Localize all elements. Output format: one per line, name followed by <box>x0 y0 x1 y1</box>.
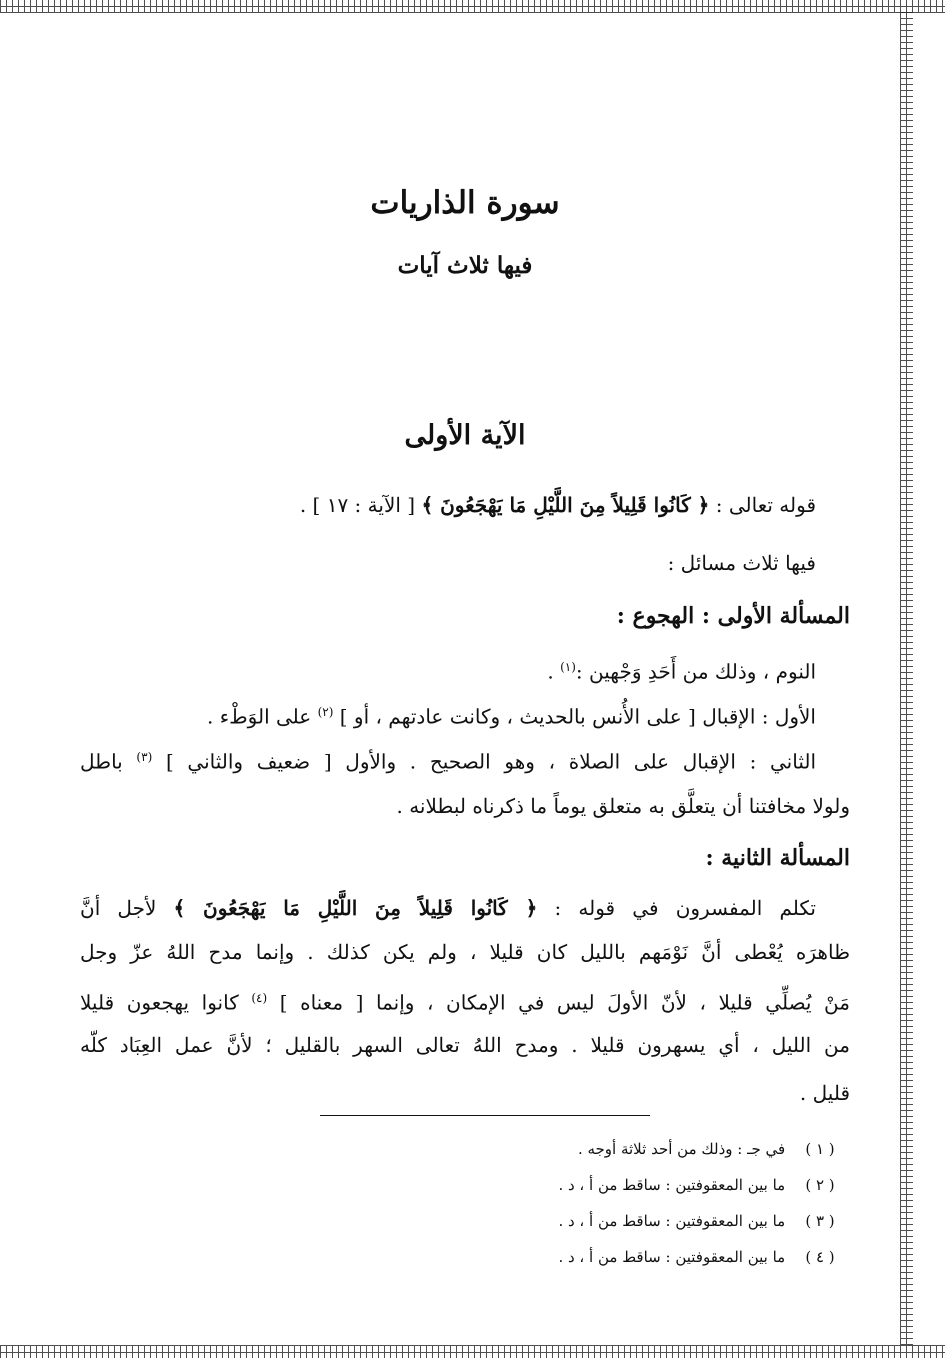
issue1-line2: الأول : الإقبال [ على الأُنس بالحديث ، وكانت عادتهم ، أو ] $^{(٢)}$ على الوَطْء . <box>207 704 816 729</box>
verse-ref: [ الآية : ١٧ ] . <box>299 493 416 517</box>
footnote-3 <box>80 1210 850 1232</box>
issue2-line1: تكلم المفسرون في قوله : ﴿ كَانُوا قَلِيلاً مِنَ اللَّيْلِ مَا يَهْجَعُونَ ﴾ لأجل أنَّ <box>80 896 816 920</box>
surah-title: سورة الذاريات <box>370 185 560 221</box>
footnote-text: ما بين المعقوفتين : ساقط من أ ، د . <box>558 1176 786 1194</box>
footnote-ref-3: (٣) <box>136 750 153 764</box>
issue2-verse-quote: ﴿ كَانُوا قَلِيلاً مِنَ اللَّيْلِ مَا يَهْجَعُونَ ﴾ <box>173 896 538 920</box>
issue2-line4: من الليل ، أي يسهرون قليلا . ومدح اللهُ تعالى السهر بالقليل ؛ لأنَّ عمل العِبَاد كلّه <box>80 1033 850 1057</box>
verse-line <box>80 490 816 520</box>
issue2-line3: مَنْ يُصلِّي قليلا ، لأنّ الأولَ ليس في الإمكان ، وإنما [ معناه ] $^{(٤)}$ كانوا يهجعون قليلا <box>80 990 850 1015</box>
issues-intro: فيها ثلاث مسائل : <box>667 551 816 575</box>
footnote-text: ما بين المعقوفتين : ساقط من أ ، د . <box>558 1212 786 1230</box>
footnote-ref-1: (١) <box>560 660 576 674</box>
footnote-1 <box>80 1138 850 1160</box>
issue1-line4: ولولا مخافتنا أن يتعلَّق به متعلق يوماً ما ذكرناه لبطلانه . <box>396 794 850 818</box>
ornamental-border-bottom <box>0 1345 945 1358</box>
issue2-line5: قليل . <box>799 1081 850 1105</box>
footnote-4 <box>80 1246 850 1268</box>
footnote-text: ما بين المعقوفتين : ساقط من أ ، د . <box>558 1248 786 1266</box>
verse-prefix: قوله تعالى : <box>715 493 816 517</box>
footnote-ref-2: (٢) <box>317 705 334 719</box>
issue2-heading: المسألة الثانية : <box>705 845 850 871</box>
footnote-number: ( ٣ ) <box>805 1212 835 1230</box>
issue1-line3: الثاني : الإقبال على الصلاة ، وهو الصحيح . والأول [ ضعيف والثاني ] $^{(٣)}$ باطل <box>80 749 817 774</box>
verse-quote: ﴿ كَانُوا قَلِيلاً مِنَ اللَّيْلِ مَا يَهْجَعُونَ ﴾ <box>421 493 710 517</box>
issue2-line2: ظاهرَه يُعْطى أنَّ نَوْمَهم بالليل كان قليلا ، ولم يكن كذلك . وإنما مدح اللهُ عزّ وجل <box>80 940 850 964</box>
footnote-2 <box>80 1174 850 1196</box>
footnote-divider <box>320 1115 650 1116</box>
issue1-heading: المسألة الأولى : الهجوع : <box>616 603 850 629</box>
ayah-title: الآية الأولى <box>404 420 526 451</box>
footnote-ref-4: (٤) <box>251 991 268 1005</box>
footnote-number: ( ١ ) <box>805 1140 835 1158</box>
issue1-line1: النوم ، وذلك من أَحَدِ وَجْهين :$^{(١)}$ . <box>547 659 816 684</box>
footnote-number: ( ٤ ) <box>805 1248 835 1266</box>
ornamental-border-right <box>900 12 913 1345</box>
footnote-number: ( ٢ ) <box>805 1176 835 1194</box>
surah-subtitle: فيها ثلاث آيات <box>397 252 533 279</box>
footnote-text: في جـ : وذلك من أحد ثلاثة أوجه . <box>577 1140 786 1158</box>
book-page <box>80 0 850 1345</box>
